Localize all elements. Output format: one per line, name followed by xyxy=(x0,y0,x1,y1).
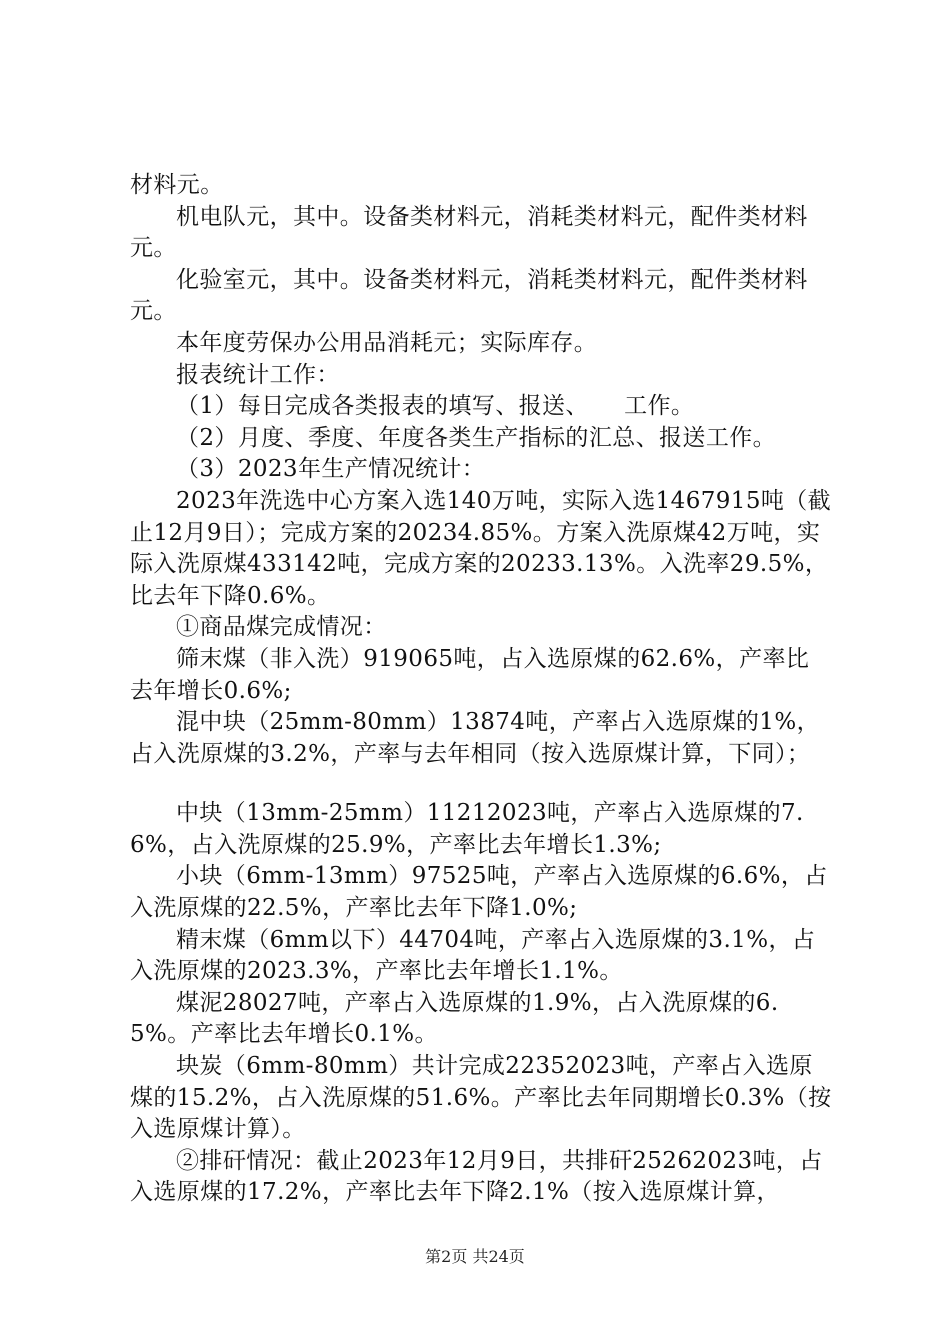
paragraph: 混中块（25mm-80mm）13874吨，产率占入选原煤的1%，占入洗原煤的3.2%，产率与去年相同（按入选原煤计算，下同）； xyxy=(130,709,820,767)
paragraph: 化验室元，其中。设备类材料元，消耗类材料元，配件类材料元。 xyxy=(130,266,808,325)
paragraph: 材料元。 xyxy=(130,172,224,198)
paragraph: 块炭（6mm-80mm）共计完成22352023吨，产率占入选原煤的15.2%，占入洗原煤的51.6%。产率比去年同期增长0.3%（按入选原煤计算）。 xyxy=(130,1053,832,1143)
paragraph: 精末煤（6mm以下）44704吨，产率占入选原煤的3.1%，占入洗原煤的2023.3%，产率比去年增长1.1%。 xyxy=(130,926,816,985)
paragraph: 小块（6mm-13mm）97525吨，产率占入选原煤的6.6%，占入洗原煤的22.5%，产率比去年下降1.0%; xyxy=(130,863,828,922)
paragraph: 煤泥28027吨，产率占入选原煤的1.9%，占入洗原煤的6.5%。产率比去年增长0.1%。 xyxy=(130,989,779,1048)
document-body xyxy=(130,170,832,1209)
paragraph: 中块（13mm-25mm）11212023吨，产率占入选原煤的7.6%，占入洗原煤的25.9%，产率比去年增长1.3%; xyxy=(130,800,804,858)
paragraph: 筛末煤（非入洗）919065吨，占入选原煤的62.6%，产率比去年增长0.6%; xyxy=(130,645,810,704)
paragraph: 机电队元，其中。设备类材料元，消耗类材料元，配件类材料元。 xyxy=(130,203,808,262)
paragraph: ②排矸情况：截止2023年12月9日，共排矸25262023吨，占入选原煤的17.2%，产率比去年下降2.1%（按入选原煤计算， xyxy=(130,1147,823,1206)
paragraph: ①商品煤完成情况： xyxy=(176,614,387,641)
paragraph: （2）月度、季度、年度各类生产指标的汇总、报送工作。 xyxy=(176,424,777,451)
paragraph: 报表统计工作： xyxy=(176,361,340,388)
page-number-footer: 第2页 共24页 xyxy=(425,1247,525,1266)
paragraph: 2023年洗选中心方案入选140万吨，实际入选1467915吨（截止12月9日）；完成方案的20234.85%。方案入洗原煤42万吨，实际入洗原煤433142吨，完成方案的20233.13%。入洗率29.5%，比去年下降0.6%。 xyxy=(130,487,832,609)
paragraph: 本年度劳保办公用品消耗元；实际库存。 xyxy=(176,329,598,356)
paragraph: （3）2023年生产情况统计： xyxy=(176,456,486,483)
paragraph: （1）每日完成各类报表的填写、报送、 工作。 xyxy=(176,393,695,420)
